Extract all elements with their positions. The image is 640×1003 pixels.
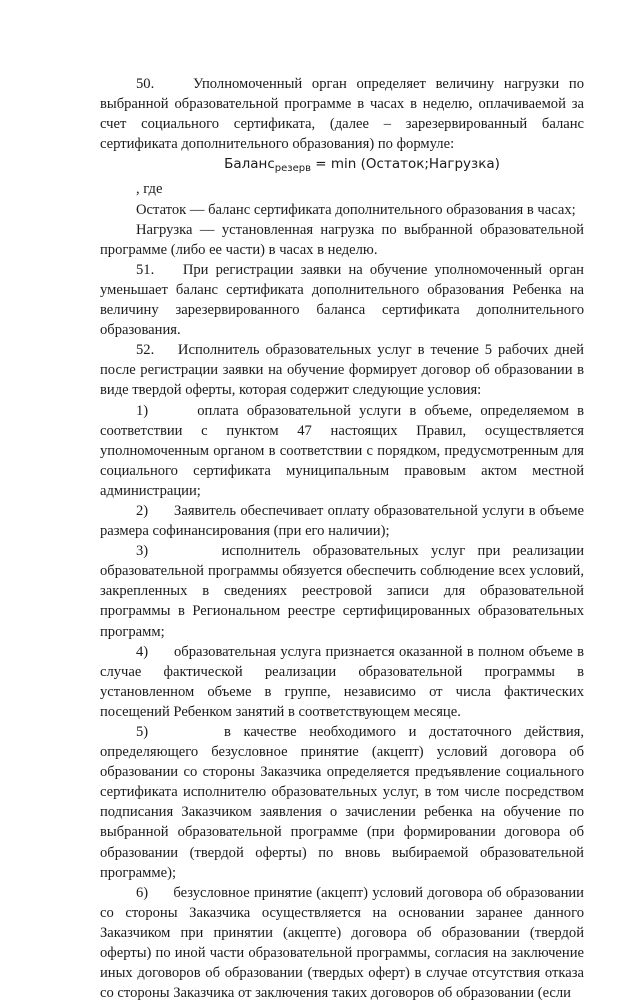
formula-left: Баланс (224, 156, 275, 173)
list-item-6: 6) безусловное принятие (акцепт) условий договора об образовании со стороны Заказчика осуществляется на основании заранее данного Заказчиком при принятии (акцепте) договора об образовании (твердой оферты) по иной части образовательной программы, согласия на заключение иных договоров об образовании (твердых оферт) в случае отсутствия отказа со стороны Заказчика от заключения таких договоров об образовании (если (100, 884, 584, 1002)
list-item-1: 1) оплата образовательной услуги в объеме, определяемом в соответствии с пунктом 47 настоящих Правил, осуществляется уполномоченным органом в соответствии с порядком, предусмотренным для социального сертификата муниципальным правовым актом местной администрации; (100, 402, 584, 499)
formula (100, 154, 584, 179)
definition-nagruzka: Нагрузка — установленная нагрузка по выбранной образовательной программе (либо ее части) в часах в неделю. (100, 221, 584, 258)
definition-ostatok: Остаток — баланс сертификата дополнительного образования в часах; (136, 201, 576, 218)
formula-subscript: резерв (274, 163, 312, 175)
formula-right: = min (Остаток;Нагрузка) (311, 156, 500, 173)
paragraph-52: 52. Исполнитель образовательных услуг в течение 5 рабочих дней после регистрации заявки на обучение формирует договор об образовании в виде твердой оферты, которая содержит следующие условия: (100, 342, 584, 399)
paragraph-51: 51. При регистрации заявки на обучение уполномоченный орган уменьшает баланс сертификата дополнительного образования Ребенка на величину зарезервированного баланса сертификата дополнительного образования. (100, 261, 584, 339)
paragraph-50: 50. Уполномоченный орган определяет величину нагрузки по выбранной образовательной программе в часах в неделю, оплачиваемой за счет социального сертификата, (далее – зарезервированный баланс сертификата дополнительного образования) по формуле: (100, 76, 584, 153)
list-item-2: 2) Заявитель обеспечивает оплату образовательной услуги в объеме размера софинансирования (при его наличии); (100, 502, 584, 540)
list-item-5: 5) в качестве необходимого и достаточного действия, определяющего безусловное принятие (акцепт) условий договора об образовании со стороны Заказчика определяется предъявление социального сертификата исполнителю образовательных услуг, в том числе посредством подписания Заказчиком заявления о зачислении ребенка на обучение по выбранной образовательной программе (при формировании договора об образовании (твердой оферты) по вновь выбираемой образовательной программе); (100, 724, 584, 881)
where-label: , где (136, 181, 163, 198)
list-item-3: 3) исполнитель образовательных услуг при реализации образовательной программы обязуется обеспечить соблюдение всех условий, закрепленных в сведениях реестровой записи для образовательной программы в Региональном реестре сертифицированных образовательных программ; (100, 543, 584, 640)
list-item-4: 4) образовательная услуга признается оказанной в полном объеме в случае фактической реализации образовательной программы в установленном объеме в группе, независимо от числа фактических посещений Ребенком занятий в соответствующем месяце. (100, 643, 584, 720)
